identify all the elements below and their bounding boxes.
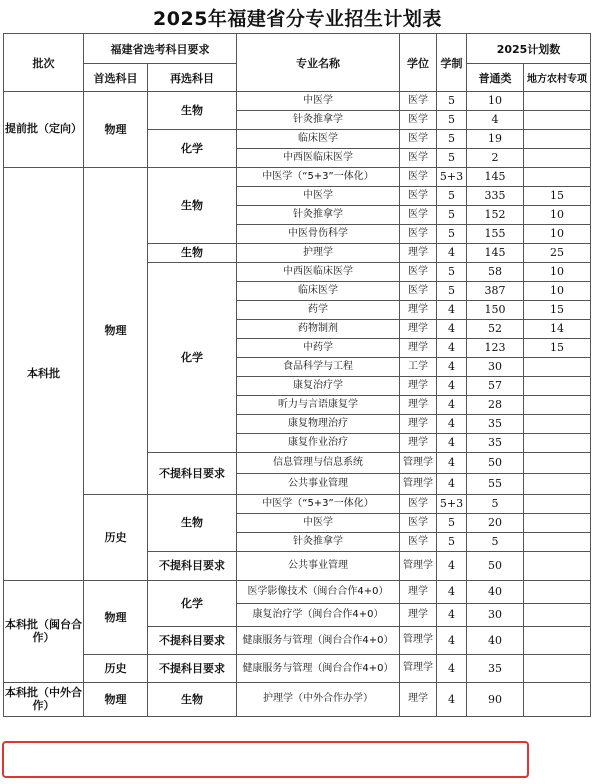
second-subject-cell: 化学 [148,263,237,453]
years-cell: 4 [437,377,467,396]
second-subject-cell: 不提科目要求 [148,552,237,581]
years-cell: 5 [437,225,467,244]
batch-cell: 本科批（中外合作） [4,683,84,717]
first-subject-cell: 历史 [84,655,148,683]
second-subject-header: 再选科目 [148,64,237,92]
degree-cell: 医学 [400,206,437,225]
major-cell: 康复治疗学（闽台合作4+0） [237,604,400,627]
major-cell: 医学影像技术（闽台合作4+0） [237,581,400,604]
years-cell: 4 [437,358,467,377]
degree-cell: 理学 [400,604,437,627]
degree-cell: 管理学 [400,453,437,474]
rural-count-cell: 15 [524,187,591,206]
second-subject-cell: 生物 [148,244,237,263]
years-cell: 4 [437,339,467,358]
years-cell: 5 [437,206,467,225]
years-header: 学制 [437,34,467,92]
general-count-cell: 5 [467,495,524,514]
degree-cell: 理学 [400,396,437,415]
subject-requirement-header: 福建省选考科目要求 [84,34,237,64]
general-count-cell: 50 [467,453,524,474]
years-cell: 4 [437,474,467,495]
general-count-cell: 50 [467,552,524,581]
years-cell: 5 [437,282,467,301]
general-count-cell: 58 [467,263,524,282]
batch-header: 批次 [4,34,84,92]
degree-cell: 理学 [400,581,437,604]
degree-cell: 管理学 [400,552,437,581]
major-cell: 中医学 [237,92,400,111]
batch-cell: 本科批（闽台合作） [4,581,84,683]
rural-count-cell [524,604,591,627]
major-cell: 护理学（中外合作办学） [237,683,400,717]
degree-cell: 理学 [400,244,437,263]
degree-cell: 理学 [400,415,437,434]
major-cell: 针灸推拿学 [237,533,400,552]
degree-cell: 医学 [400,495,437,514]
enrollment-plan-table [3,33,591,717]
degree-cell: 理学 [400,339,437,358]
major-cell: 临床医学 [237,130,400,149]
rural-count-cell [524,111,591,130]
general-count-cell: 155 [467,225,524,244]
general-count-cell: 20 [467,514,524,533]
general-count-cell: 55 [467,474,524,495]
major-cell: 针灸推拿学 [237,111,400,130]
general-count-cell: 150 [467,301,524,320]
rural-count-cell [524,168,591,187]
years-cell: 5 [437,130,467,149]
years-cell: 5 [437,514,467,533]
rural-count-cell [524,655,591,683]
rural-count-cell: 10 [524,282,591,301]
major-cell: 中药学 [237,339,400,358]
years-cell: 4 [437,244,467,263]
major-cell: 信息管理与信息系统 [237,453,400,474]
years-cell: 4 [437,581,467,604]
degree-cell: 医学 [400,168,437,187]
rural-count-cell: 15 [524,339,591,358]
years-cell: 4 [437,434,467,453]
years-cell: 4 [437,320,467,339]
rural-count-cell [524,358,591,377]
rural-count-cell [524,415,591,434]
years-cell: 5 [437,533,467,552]
second-subject-cell: 生物 [148,92,237,130]
rural-count-cell: 10 [524,225,591,244]
general-count-cell: 90 [467,683,524,717]
first-subject-cell: 物理 [84,683,148,717]
degree-cell: 理学 [400,434,437,453]
degree-cell: 医学 [400,187,437,206]
second-subject-cell: 化学 [148,581,237,627]
degree-cell: 管理学 [400,627,437,655]
major-cell: 公共事业管理 [237,474,400,495]
major-cell: 中医学（“5+3”一体化） [237,495,400,514]
years-cell: 4 [437,453,467,474]
general-count-cell: 335 [467,187,524,206]
degree-cell: 医学 [400,149,437,168]
rural-count-cell: 10 [524,263,591,282]
major-cell: 听力与言语康复学 [237,396,400,415]
general-count-cell: 2 [467,149,524,168]
rural-count-cell [524,627,591,655]
degree-cell: 管理学 [400,474,437,495]
rural-count-cell [524,377,591,396]
table-row [4,581,591,604]
degree-cell: 理学 [400,377,437,396]
general-count-cell: 28 [467,396,524,415]
general-count-cell: 35 [467,434,524,453]
years-cell: 4 [437,552,467,581]
rural-count-cell [524,474,591,495]
years-cell: 5 [437,92,467,111]
years-cell: 4 [437,604,467,627]
table-row [4,655,591,683]
degree-cell: 医学 [400,130,437,149]
highlight-box [2,741,529,778]
rural-count-cell: 15 [524,301,591,320]
first-subject-cell: 物理 [84,581,148,655]
degree-header: 学位 [400,34,437,92]
table-row [4,495,591,514]
degree-cell: 医学 [400,533,437,552]
rural-count-cell: 14 [524,320,591,339]
general-count-cell: 30 [467,358,524,377]
rural-count-cell [524,453,591,474]
rural-count-cell [524,149,591,168]
major-header: 专业名称 [237,34,400,92]
degree-cell: 医学 [400,225,437,244]
table-row [4,168,591,187]
major-cell: 中西医临床医学 [237,263,400,282]
second-subject-cell: 生物 [148,495,237,552]
degree-cell: 管理学 [400,655,437,683]
first-subject-cell: 物理 [84,168,148,495]
years-cell: 5+3 [437,495,467,514]
second-subject-cell: 化学 [148,130,237,168]
general-count-cell: 35 [467,415,524,434]
header-row [4,34,591,64]
general-header: 普通类 [467,64,524,92]
years-cell: 4 [437,415,467,434]
years-cell: 4 [437,655,467,683]
second-subject-cell: 生物 [148,683,237,717]
major-cell: 康复治疗学 [237,377,400,396]
rural-count-cell [524,533,591,552]
rural-count-cell [524,92,591,111]
first-subject-cell: 历史 [84,495,148,581]
second-subject-cell: 不提科目要求 [148,453,237,495]
rural-count-cell [524,683,591,717]
general-count-cell: 30 [467,604,524,627]
years-cell: 5 [437,187,467,206]
plan-header: 2025计划数 [467,34,591,64]
document-title: 2025年福建省分专业招生计划表 [153,8,442,30]
major-cell: 中医骨伤科学 [237,225,400,244]
rural-count-cell: 10 [524,206,591,225]
years-cell: 5 [437,111,467,130]
major-cell: 中医学 [237,514,400,533]
general-count-cell: 57 [467,377,524,396]
major-cell: 药物制剂 [237,320,400,339]
general-count-cell: 387 [467,282,524,301]
rural-count-cell [524,130,591,149]
degree-cell: 医学 [400,263,437,282]
degree-cell: 医学 [400,514,437,533]
rural-count-cell [524,552,591,581]
rural-header: 地方农村专项 [524,64,591,92]
batch-cell: 提前批（定向） [4,92,84,168]
general-count-cell: 5 [467,533,524,552]
major-cell: 健康服务与管理（闽台合作4+0） [237,655,400,683]
general-count-cell: 123 [467,339,524,358]
general-count-cell: 35 [467,655,524,683]
second-subject-cell: 生物 [148,168,237,244]
years-cell: 5 [437,263,467,282]
table-row [4,683,591,717]
major-cell: 公共事业管理 [237,552,400,581]
degree-cell: 理学 [400,683,437,717]
general-count-cell: 145 [467,168,524,187]
degree-cell: 医学 [400,111,437,130]
rural-count-cell [524,495,591,514]
first-subject-cell: 物理 [84,92,148,168]
general-count-cell: 40 [467,581,524,604]
rural-count-cell: 25 [524,244,591,263]
years-cell: 5 [437,149,467,168]
general-count-cell: 4 [467,111,524,130]
degree-cell: 工学 [400,358,437,377]
major-cell: 临床医学 [237,282,400,301]
rural-count-cell [524,396,591,415]
table-row [4,92,591,111]
general-count-cell: 152 [467,206,524,225]
rural-count-cell [524,581,591,604]
general-count-cell: 52 [467,320,524,339]
rural-count-cell [524,434,591,453]
major-cell: 健康服务与管理（闽台合作4+0） [237,627,400,655]
general-count-cell: 10 [467,92,524,111]
years-cell: 4 [437,396,467,415]
second-subject-cell: 不提科目要求 [148,627,237,655]
general-count-cell: 145 [467,244,524,263]
second-subject-cell: 不提科目要求 [148,655,237,683]
degree-cell: 理学 [400,320,437,339]
rural-count-cell [524,514,591,533]
major-cell: 康复物理治疗 [237,415,400,434]
major-cell: 中西医临床医学 [237,149,400,168]
general-count-cell: 19 [467,130,524,149]
major-cell: 中医学（“5+3”一体化） [237,168,400,187]
degree-cell: 理学 [400,301,437,320]
years-cell: 5+3 [437,168,467,187]
major-cell: 康复作业治疗 [237,434,400,453]
general-count-cell: 40 [467,627,524,655]
major-cell: 针灸推拿学 [237,206,400,225]
degree-cell: 医学 [400,92,437,111]
first-subject-header: 首选科目 [84,64,148,92]
major-cell: 护理学 [237,244,400,263]
years-cell: 4 [437,301,467,320]
years-cell: 4 [437,683,467,717]
degree-cell: 医学 [400,282,437,301]
major-cell: 药学 [237,301,400,320]
batch-cell: 本科批 [4,168,84,581]
major-cell: 中医学 [237,187,400,206]
major-cell: 食品科学与工程 [237,358,400,377]
years-cell: 4 [437,627,467,655]
